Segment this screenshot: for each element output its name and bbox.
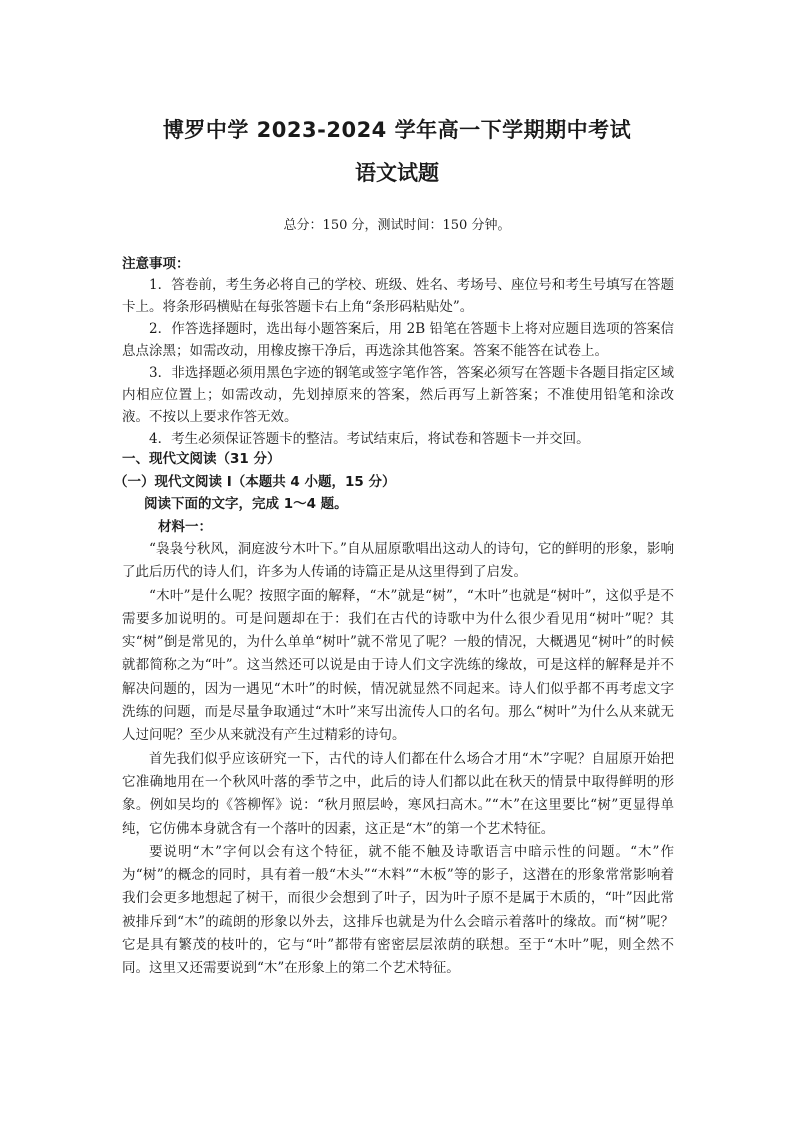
passage-paragraph: “袅袅兮秋风，洞庭波兮木叶下。”自从屈原歌唱出这动人的诗句，它的鲜明的形象，影响了此后历代的诗人们，许多为人传诵的诗篇正是从这里得到了启发。: [122, 541, 674, 581]
exam-subject-title: 语文试题: [355, 161, 439, 185]
passage-paragraph: “木叶”是什么呢？按照字面的解释，“木”就是“树”，“木叶”也就是“树叶”，这似乎是不需要多加说明的。可是问题却在于：我们在古代的诗歌中为什么很少看见用“树叶”呢？其实“树”倒是常见的，为什么单单“树叶”就不常见了呢？一般的情况，大概遇见“树叶”的时候就都简称之为“叶”。这当然还可以说是由于诗人们文字洗练的缘故，可是这样的解释是并不解决问题的，因为一遇见“木叶”的时候，情况就显然不同起来。诗人们似乎都不再考虑文字洗练的问题，而是尽量争取通过“木叶”来写出流传人口的名句。那么“树叶”为什么从来就无人过问呢？至少从来就没有产生过精彩的诗句。: [122, 587, 674, 744]
notice-item: 4．考生必须保证答题卡的整洁。考试结束后，将试卷和答题卡一并交回。: [149, 431, 590, 447]
notice-list: [122, 274, 674, 450]
subsection-heading: （一）现代文阅读 I（本题共 4 小题，15 分）: [114, 474, 396, 490]
passage-paragraph: 首先我们似乎应该研究一下，古代的诗人们都在什么场合才用“木”字呢？自屈原开始把它准确地用在一个秋风叶落的季节之中，此后的诗人们都以此在秋天的情景中取得鲜明的形象。例如吴均的《答柳恽》说：“秋月照层岭，寒风扫高木。”“木”在这里要比“树”更显得单纯，它仿佛本身就含有一个落叶的因素，这正是“木”的第一个艺术特征。: [122, 750, 674, 837]
reading-passage: [122, 538, 674, 981]
notice-item: 2．作答选择题时，选出每小题答案后，用 2B 铅笔在答题卡上将对应题目选项的答案信息点涂黑；如需改动，用橡皮擦干净后，再选涂其他答案。答案不能答在试卷上。: [122, 321, 674, 359]
notice-item: 3．非选择题必须用黑色字迹的钢笔或签字笔作答，答案必须写在答题卡各题目指定区域内相应位置上；如需改动，先划掉原来的答案，然后再写上新答案；不准使用铅笔和涂改液。不按以上要求作答无效。: [122, 365, 674, 425]
exam-title: 博罗中学 2023-2024 学年高一下学期期中考试: [162, 118, 632, 142]
score-info: 总分：150 分，测试时间：150 分钟。: [283, 218, 511, 233]
passage-paragraph: 要说明“木”字何以会有这个特征，就不能不触及诗歌语言中暗示性的问题。“木”作为“树”的概念的同时，具有着一般“木头”“木料”“木板”等的影子，这潜在的形象常常影响着我们会更多地想起了树干，而很少会想到了叶子，因为叶子原不是属于木质的，“叶”因此常被排斥到“木”的疏朗的形象以外去，这排斥也就是为什么会暗示着落叶的缘故。而“树”呢？它是具有繁茂的枝叶的，它与“叶”都带有密密层层浓荫的联想。至于“木叶”呢，则全然不同。这里又还需要说到“木”在形象上的第二个艺术特征。: [122, 843, 674, 977]
notice-heading: 注意事项：: [122, 256, 190, 272]
reading-instruction: 阅读下面的文字，完成 1～4 题。: [144, 496, 348, 512]
material-label: 材料一：: [158, 519, 212, 535]
section-heading: 一、现代文阅读（31 分）: [122, 451, 281, 467]
notice-item: 1．答卷前，考生务必将自己的学校、班级、姓名、考场号、座位号和考生号填写在答题卡上。将条形码横贴在每张答题卡右上角“条形码粘贴处”。: [122, 277, 674, 315]
